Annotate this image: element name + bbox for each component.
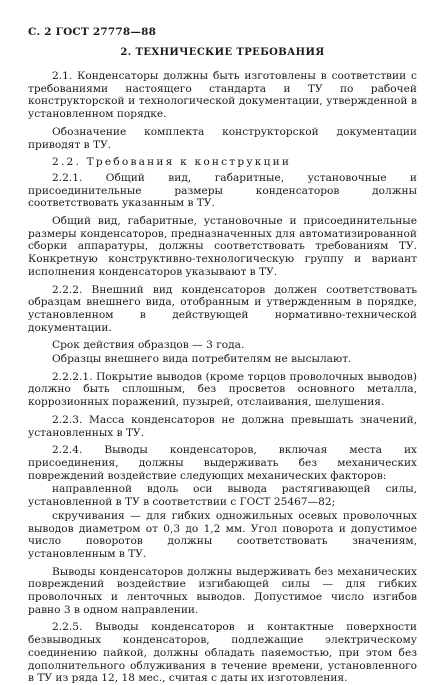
paragraph-torsion: скручивания — для гибких одножильных осевых проволочных выводов диаметром от 0,3 до 1,2 мм. Угол поворота и допустимое число поворотов должны соответствовать значениям, установленным в ТУ.: [28, 509, 417, 560]
subsection-title-2-2: 2.2. Требования к конструкции: [52, 156, 292, 169]
paragraph-2-2-3: 2.2.3. Масса конденсаторов не должна превышать значений, установленных в ТУ.: [28, 413, 417, 439]
paragraph-2-2-4: 2.2.4. Выводы конденсаторов, включая места их присоединения, должны выдерживать без механических повреждений воздействие следующих механических факторов:: [28, 444, 417, 482]
paragraph-2-2-2-1: 2.2.2.1. Покрытие выводов (кроме торцов проволочных выводов) должно быть сплошным, без просветов основного металла, коррозионных поражений, пузырей, отслаивания, шелушения.: [28, 370, 417, 409]
paragraph-sample-validity: Срок действия образцов — 3 года.: [52, 339, 245, 352]
paragraph-tensile-force: направленной вдоль оси вывода растягивающей силы, установленной в ТУ в соответствии с ГОСТ 25467—82;: [28, 483, 417, 509]
section-title: 2. ТЕХНИЧЕСКИЕ ТРЕБОВАНИЯ: [120, 47, 325, 58]
paragraph-samples-not-sent: Образцы внешнего вида потребителям не высылают.: [52, 353, 352, 366]
paragraph-bending: Выводы конденсаторов должны выдерживать без механических повреждений воздействие изгибающей силы — для гибких проволочных и ленточных выводов. Допустимое число изгибов равно 3 в одном направлении.: [28, 565, 417, 616]
page-header: С. 2 ГОСТ 27778—88: [28, 26, 157, 38]
paragraph-2-2-2: 2.2.2. Внешний вид конденсаторов должен соответствовать образцам внешнего вида, отобранным и утвержденным в порядке, установленном в действующей нормативно-технической документации.: [28, 283, 417, 334]
paragraph-2-2-5: 2.2.5. Выводы конденсаторов и контактные поверхности безвыводных конденсаторов, подлежащие электрическому соединению пайкой, должны обладать паяемостью, при этом без дополнительного облуживания в течение времени, установленного в ТУ из ряда 12, 18 мес., считая с даты их изготовления.: [28, 621, 417, 685]
paragraph-automated-assembly: Общий вид, габаритные, установочные и присоединительные размеры конденсаторов, предназначенных для автоматизированной сборки аппаратуры, должны соответствовать требованиям ТУ. Конкретную конструктивно-технологическую группу и вариант исполнения конденсаторов указывают в ТУ.: [28, 215, 417, 278]
paragraph-documentation: Обозначение комплекта конструкторской документации приводят в ТУ.: [28, 125, 417, 151]
paragraph-2-1: 2.1. Конденсаторы должны быть изготовлены в соответствии с требованиями настоящего стандарта и ТУ по рабочей конструкторской и технологической документации, утвержденной в установленном порядке.: [28, 70, 417, 121]
paragraph-2-2-1: 2.2.1. Общий вид, габаритные, установочные и присоединительные размеры конденсаторов должны соответствовать указанным в ТУ.: [28, 171, 417, 210]
